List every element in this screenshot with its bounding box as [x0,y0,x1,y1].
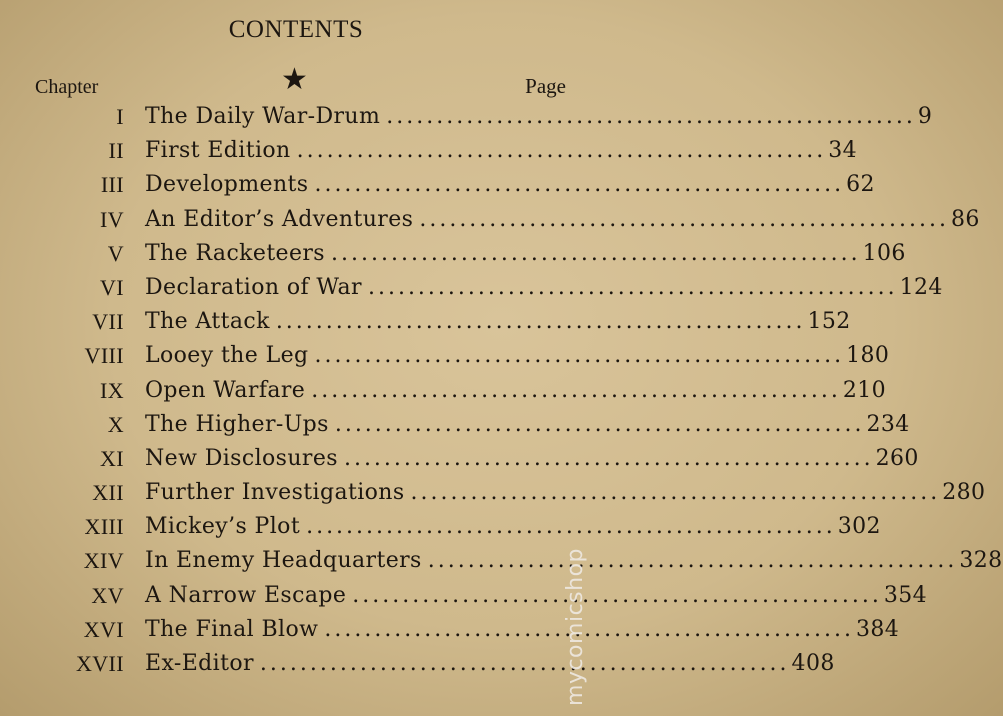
chapter-number: VII [92,309,124,335]
list-item [0,305,851,339]
chapter-number: XVII [75,651,124,676]
chapter-title: Open Warfare [145,377,306,403]
page-number: 408 [791,651,835,676]
chapter-number: XV [91,582,124,608]
page-number: 9 [917,104,933,129]
page-number: 62 [846,172,875,198]
contents-list [0,100,1003,681]
leader-dots: ..................................................... [311,377,841,403]
page-number: 124 [899,274,943,300]
leader-dots: ..................................................... [306,514,836,540]
leader-dots: ..................................................... [331,240,861,266]
list-item [0,374,887,408]
list-item [0,613,900,647]
page-number: 234 [866,411,910,437]
chapter-number: XIII [84,514,124,540]
chapter-title: The Racketeers [145,240,325,266]
chapter-column-header: Chapter [35,76,99,98]
page-number: 280 [942,480,986,506]
chapter-title: In Enemy Headquarters [145,548,422,574]
chapter-number: III [100,172,124,198]
page-number: 328 [959,548,1003,574]
chapter-title: Ex-Editor [145,651,254,676]
page-number: 354 [883,582,928,608]
leader-dots: ..................................................... [367,274,898,300]
page-number: 384 [856,616,900,642]
list-item [0,476,986,510]
leader-dots: ..................................................... [352,582,882,608]
chapter-number: VIII [84,343,124,369]
page-number: 34 [828,138,858,164]
leader-dots: ..................................................... [410,480,941,506]
watermark: mycomicshop [563,548,588,706]
list-item [0,134,858,168]
leader-dots: ..................................................... [259,651,790,676]
chapter-number: IV [99,206,124,232]
page-number: 86 [950,206,980,232]
leader-dots: ..................................................... [296,138,827,164]
page-number: 302 [837,514,881,540]
list-item [0,510,881,544]
leader-dots: ..................................................... [334,411,865,437]
page-number: 106 [862,240,906,266]
leader-dots: ..................................................... [427,548,958,574]
chapter-title: The Higher-Ups [145,411,329,437]
leader-dots: ..................................................... [275,309,806,335]
chapter-title: Further Investigations [145,480,405,506]
chapter-number: X [107,411,124,437]
leader-dots: ..................................................... [314,343,845,369]
chapter-title: Developments [145,172,309,198]
list-item [0,442,919,476]
page-number: 210 [842,377,887,403]
leader-dots: ..................................................... [386,104,916,129]
chapter-title: A Narrow Escape [145,582,347,608]
chapter-number: XI [99,445,124,471]
leader-dots: ..................................................... [324,616,854,642]
leader-dots: ..................................................... [419,206,949,232]
chapter-title: New Disclosures [145,445,338,471]
leader-dots: ..................................................... [343,445,874,471]
list-item [0,647,835,681]
chapter-title: The Final Blow [145,616,319,642]
list-item [0,544,1003,578]
chapter-title: The Daily War-Drum [145,104,381,129]
star-icon: ★ [281,62,308,97]
list-item [0,203,980,237]
list-item [0,579,928,613]
page-number: 260 [875,445,919,471]
chapter-title: Declaration of War [145,274,362,300]
list-item [0,339,890,373]
chapter-title: The Attack [145,309,270,335]
list-item [0,408,910,442]
page-number: 152 [807,309,851,335]
page-title: CONTENTS [228,16,364,43]
list-item [0,237,906,271]
chapter-number: XII [92,480,124,506]
list-item [0,100,933,134]
list-item [0,271,943,305]
chapter-number: XVI [83,616,124,642]
chapter-number: IX [99,377,124,403]
list-item [0,168,875,202]
page-number: 180 [846,343,890,369]
page-column-header: Page [525,74,566,98]
chapter-number: II [108,138,124,164]
chapter-number: VI [99,274,124,300]
chapter-title: Looey the Leg [145,343,309,369]
chapter-title: An Editor’s Adventures [145,206,414,232]
chapter-number: V [107,240,124,266]
chapter-number: I [116,104,124,129]
leader-dots: ..................................................... [314,172,845,198]
chapter-title: Mickey’s Plot [145,514,301,540]
chapter-number: XIV [83,548,124,574]
chapter-title: First Edition [145,138,291,164]
